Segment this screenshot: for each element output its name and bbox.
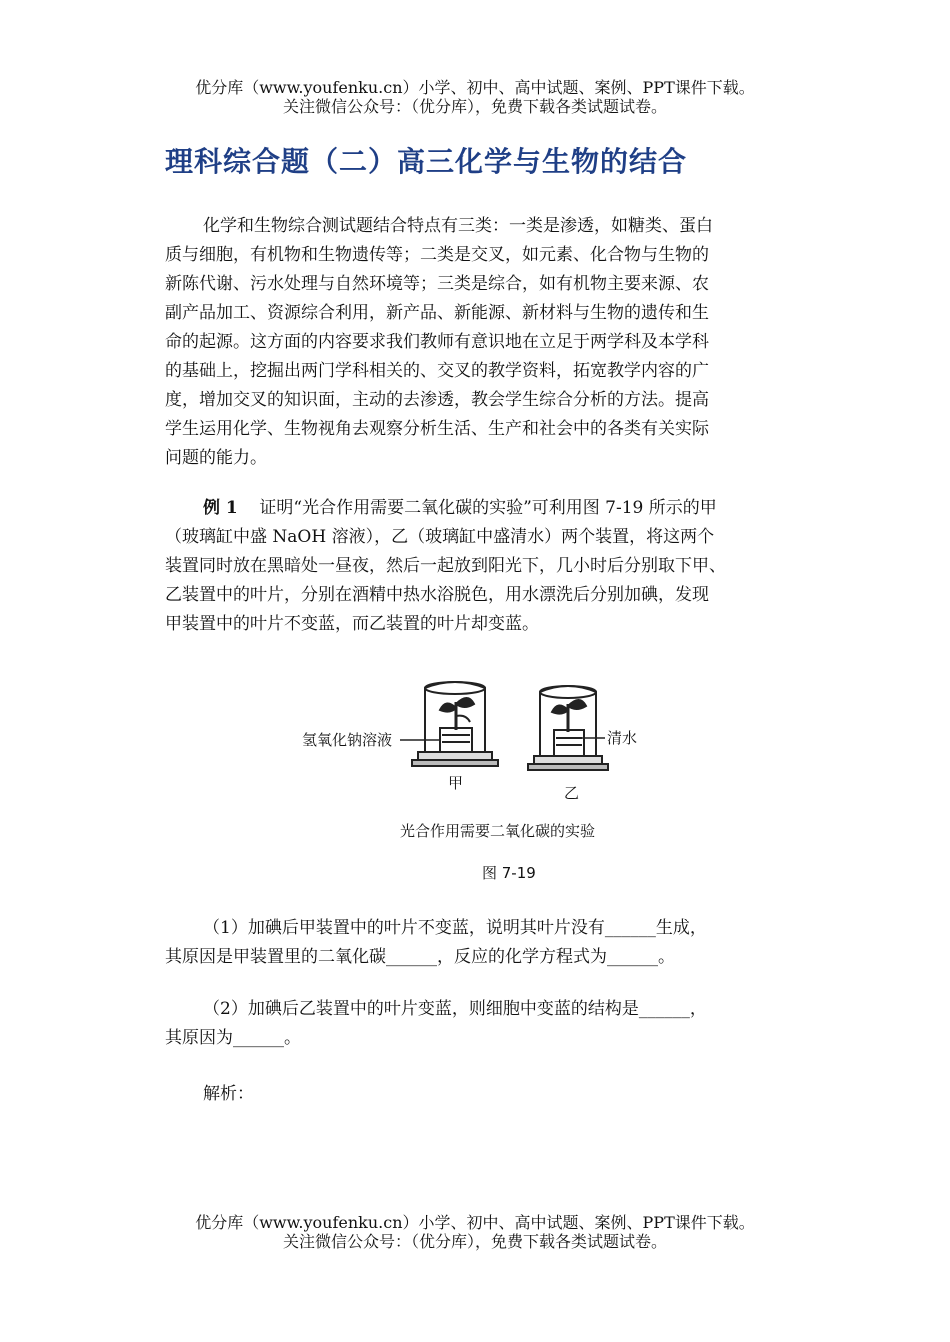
footer-line-2: 关注微信公众号：（优分库），免费下载各类试题试卷。 bbox=[282, 1232, 667, 1251]
intro-line: 问题的能力。 bbox=[165, 448, 267, 468]
example-line: 证明“光合作用需要二氧化碳的实验”可利用图 7-19 所示的甲 bbox=[259, 498, 717, 518]
question-2-line-2: 其原因为______。 bbox=[165, 1028, 301, 1048]
label-jia: 甲 bbox=[448, 774, 464, 792]
question-1 bbox=[165, 914, 790, 972]
example-line: 甲装置中的叶片不变蓝，而乙装置的叶片却变蓝。 bbox=[165, 614, 539, 634]
example-paragraph bbox=[165, 494, 790, 639]
label-yi: 乙 bbox=[564, 784, 580, 802]
example-line: 装置同时放在黑暗处一昼夜，然后一起放到阳光下，几小时后分别取下甲、 bbox=[165, 556, 726, 576]
bell-jar-left-icon bbox=[412, 682, 498, 766]
intro-paragraph bbox=[165, 212, 790, 473]
footer-line-1: 优分库（www.youfenku.cn）小学、初中、高中试题、案例、PPT课件下载。 bbox=[195, 1213, 755, 1232]
example-label: 例 1 bbox=[203, 498, 238, 518]
analysis-label: 解析： bbox=[203, 1084, 254, 1104]
page-footer bbox=[0, 1213, 950, 1251]
figure-7-19 bbox=[300, 670, 640, 890]
bell-jar-right-icon bbox=[528, 686, 608, 770]
intro-line: 新陈代谢、污水处理与自然环境等；三类是综合，如有机物主要来源、农 bbox=[165, 274, 709, 294]
question-2 bbox=[165, 995, 790, 1053]
question-1-line-2: 其原因是甲装置里的二氧化碳______，反应的化学方程式为______。 bbox=[165, 947, 675, 967]
example-line: （玻璃缸中盛 NaOH 溶液），乙（玻璃缸中盛清水）两个装置，将这两个 bbox=[165, 527, 715, 547]
intro-line: 化学和生物综合测试题结合特点有三类：一类是渗透，如糖类、蛋白 bbox=[203, 216, 713, 236]
intro-line: 命的起源。这方面的内容要求我们教师有意识地在立足于两学科及本学科 bbox=[165, 332, 709, 352]
example-line: 乙装置中的叶片，分别在酒精中热水浴脱色，用水漂洗后分别加碘，发现 bbox=[165, 585, 709, 605]
intro-line: 度，增加交叉的知识面，主动的去渗透，教会学生综合分析的方法。提高 bbox=[165, 390, 709, 410]
page-header bbox=[0, 78, 950, 116]
example-first-line bbox=[165, 494, 790, 523]
label-clear-water: 清水 bbox=[607, 729, 638, 747]
header-line-1: 优分库（www.youfenku.cn）小学、初中、高中试题、案例、PPT课件下载。 bbox=[195, 78, 755, 97]
intro-line: 质与细胞，有机物和生物遗传等；二类是交叉，如元素、化合物与生物的 bbox=[165, 245, 709, 265]
figure-caption: 光合作用需要二氧化碳的实验 bbox=[400, 822, 596, 840]
header-line-2: 关注微信公众号：（优分库），免费下载各类试题试卷。 bbox=[282, 97, 667, 116]
figure-number: 图 7-19 bbox=[482, 864, 536, 882]
intro-line: 副产品加工、资源综合利用，新产品、新能源、新材料与生物的遗传和生 bbox=[165, 303, 709, 323]
intro-line: 学生运用化学、生物视角去观察分析生活、生产和社会中的各类有关实际 bbox=[165, 419, 709, 439]
question-2-line-1: （2）加碘后乙装置中的叶片变蓝，则细胞中变蓝的结构是______， bbox=[203, 999, 707, 1019]
experiment-diagram bbox=[300, 670, 640, 890]
analysis-section bbox=[165, 1080, 790, 1109]
page-title: 理科综合题（二）高三化学与生物的结合 bbox=[165, 145, 688, 178]
question-1-line-1: （1）加碘后甲装置中的叶片不变蓝，说明其叶片没有______生成， bbox=[203, 918, 707, 938]
intro-line: 的基础上，挖掘出两门学科相关的、交叉的教学资料，拓宽教学内容的广 bbox=[165, 361, 709, 381]
label-naoh-solution: 氢氧化钠溶液 bbox=[302, 731, 393, 749]
